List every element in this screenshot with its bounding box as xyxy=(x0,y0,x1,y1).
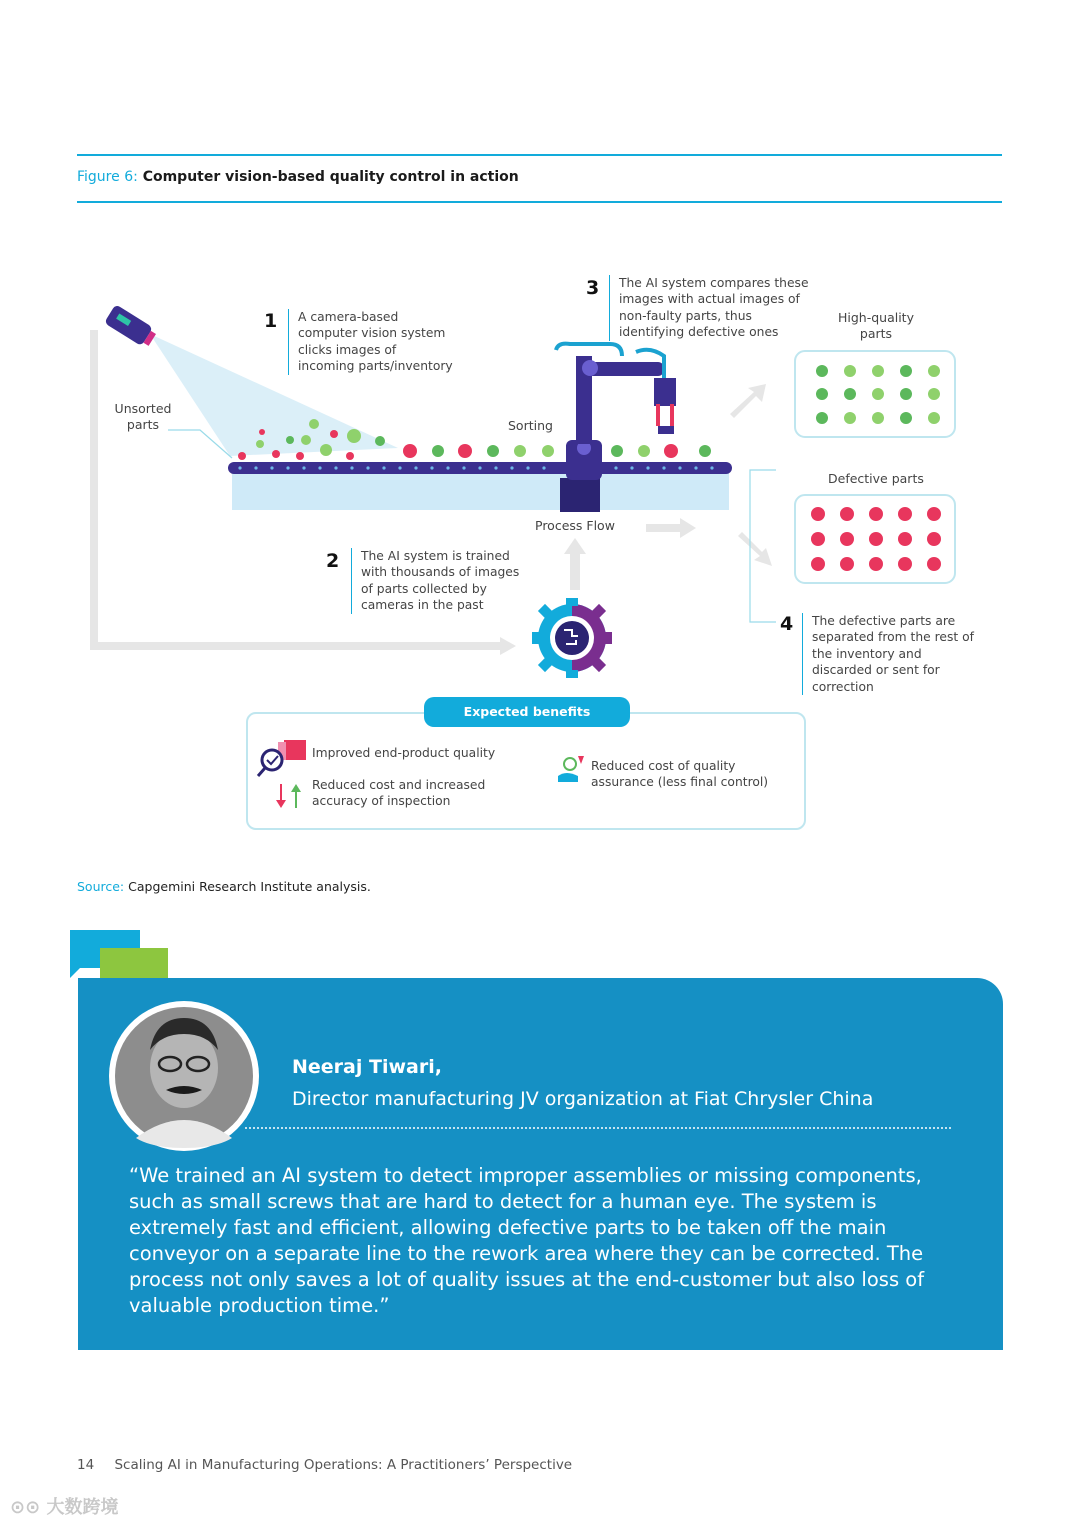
belt-parts xyxy=(403,444,711,458)
dotted-divider xyxy=(245,1127,951,1129)
page-footer xyxy=(77,1457,572,1473)
speaker-name: Neeraj Tiwari, xyxy=(292,1056,442,1078)
unsorted-label: Unsorted parts xyxy=(114,401,172,432)
camera-icon xyxy=(104,304,158,349)
arrow-to-good xyxy=(730,384,766,418)
page-number: 14 xyxy=(77,1457,95,1473)
step-3-number: 3 xyxy=(586,277,600,299)
gear-brain-icon xyxy=(532,598,612,678)
arrow-process-flow xyxy=(646,518,696,538)
arrow-up xyxy=(564,538,586,590)
step-4-text: The defective parts are separated from the rest of the inventory and discarded or sent for correction xyxy=(802,613,982,695)
step-2-text: The AI system is trained with thousands of images of parts collected by cameras in the past xyxy=(351,548,533,614)
sorting-label: Sorting xyxy=(508,418,553,433)
benefit-quality: Improved end-product quality xyxy=(312,746,496,760)
doc-title: Scaling AI in Manufacturing Operations: A Practitioners’ Perspective xyxy=(114,1457,573,1473)
source-label: Source: xyxy=(77,879,125,894)
benefit-inspection: Reduced cost and increased accuracy of inspection xyxy=(312,778,486,809)
watermark-logo xyxy=(10,1493,118,1519)
step-1-number: 1 xyxy=(264,310,278,332)
quote-text: “We trained an AI system to detect improper assemblies or missing components, such as small screws that are hard to detect for a human eye. The system is extremely fast and efficient, allowing defective parts to be taken off the main conveyor on a separate line to the rework area where they can be corrected. The process not only saves a lot of quality issues at the end-customer but also loss of valuable production time.” xyxy=(129,1164,925,1318)
source-text: Capgemini Research Institute analysis. xyxy=(128,879,371,894)
benefits-title: Expected benefits xyxy=(424,697,630,727)
step-1-text: A camera-based computer vision system clicks images of incoming parts/inventory xyxy=(288,309,456,375)
high-quality-label: High-quality parts xyxy=(837,310,914,341)
watermark-icon: ⊙⊙ xyxy=(10,1497,41,1518)
figure-title-text: Computer vision-based quality control in action xyxy=(142,169,519,185)
arrow-to-defective xyxy=(738,532,772,566)
step-4-number: 4 xyxy=(780,613,794,635)
speaker-role: Director manufacturing JV organization at Fiat Chrysler China xyxy=(292,1088,874,1110)
defective-label: Defective parts xyxy=(828,471,924,486)
conveyor-base xyxy=(232,470,729,510)
figure-label: Figure 6: xyxy=(77,169,138,185)
process-flow-label: Process Flow xyxy=(535,518,615,533)
source-line xyxy=(77,879,371,894)
step-3-text: The AI system compares these images with actual images of non-faulty parts, thus identifying defective ones xyxy=(609,275,819,341)
watermark-text: 大数跨境 xyxy=(46,1497,119,1518)
benefit-qa-cost: Reduced cost of quality assurance (less final control) xyxy=(591,759,769,790)
avatar xyxy=(106,998,262,1154)
step-2-number: 2 xyxy=(326,550,340,572)
